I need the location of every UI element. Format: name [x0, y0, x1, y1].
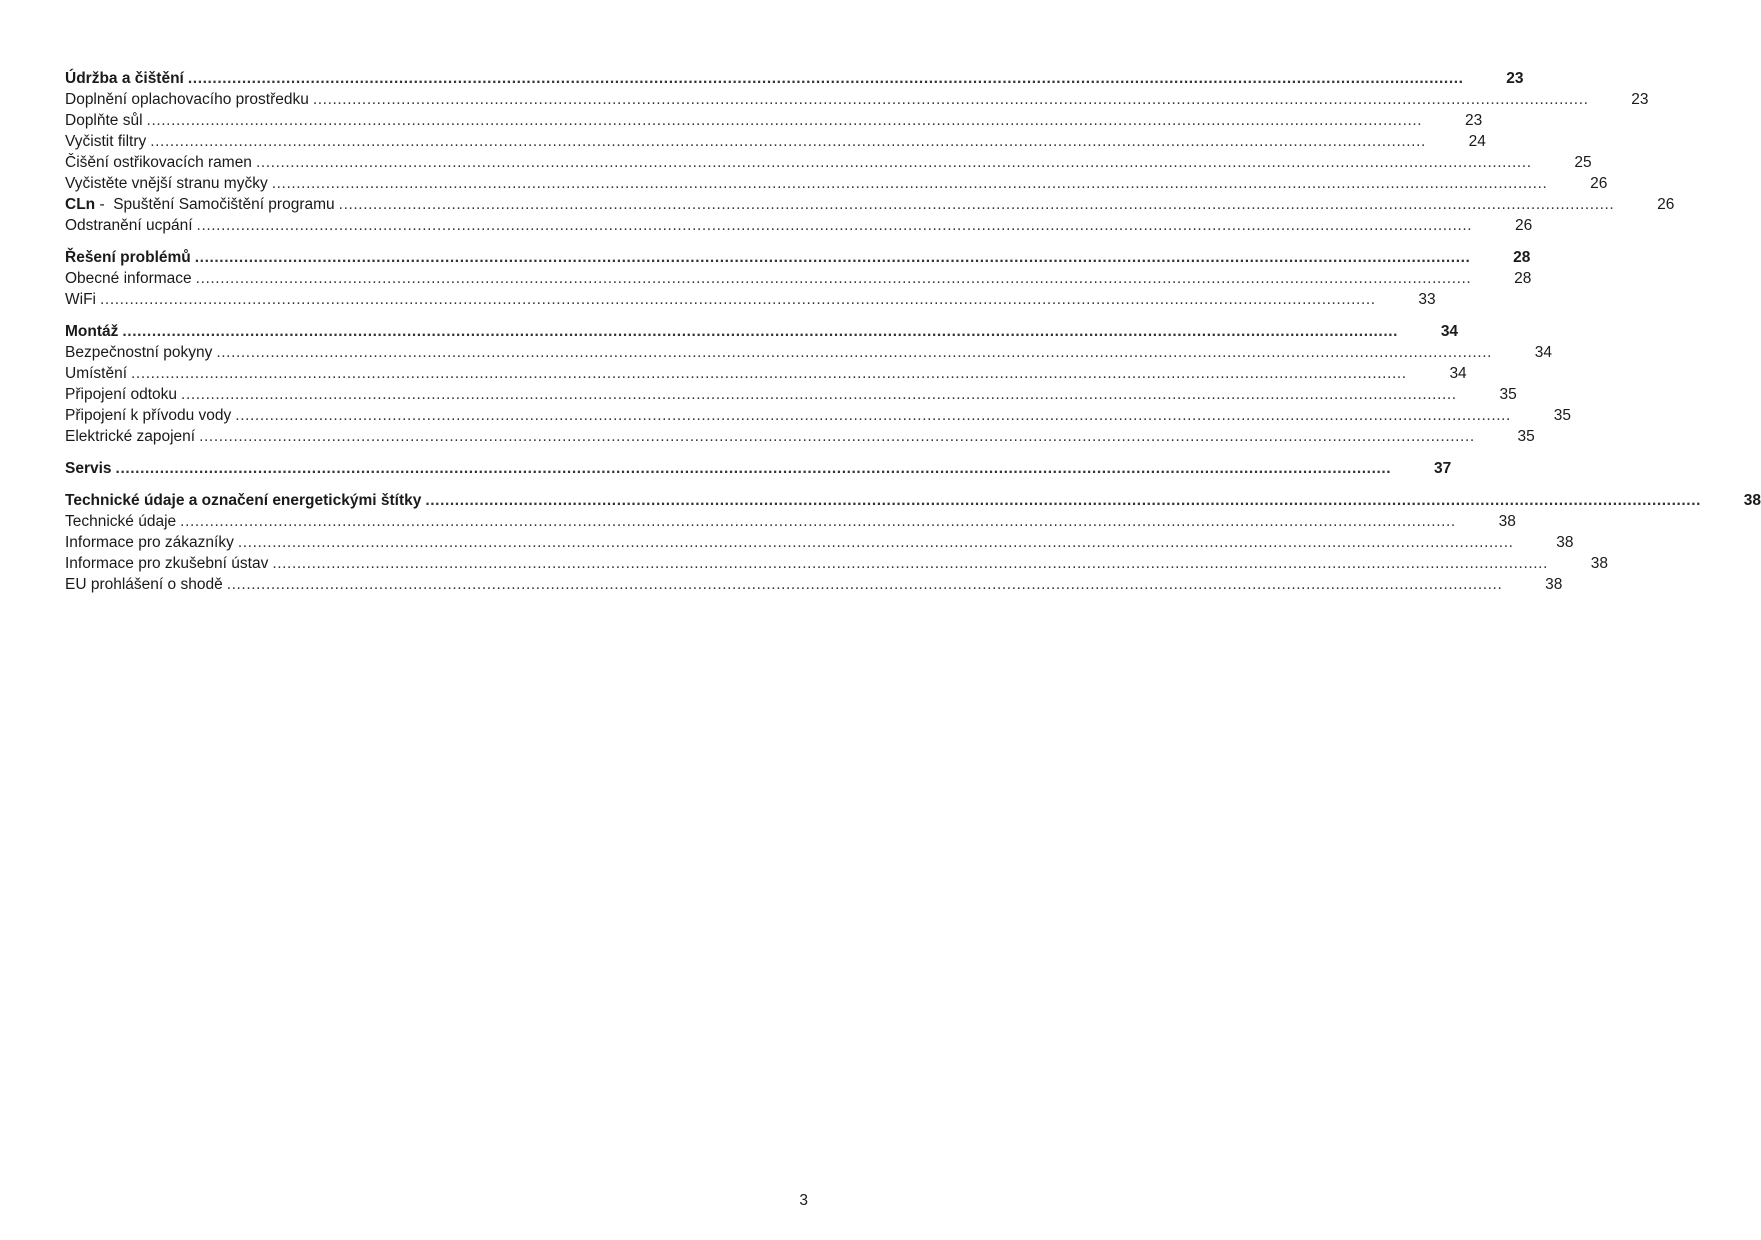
toc-entry-text: Odstranění ucpání: [65, 217, 193, 234]
toc-entry-title: [65, 289, 100, 310]
toc-entry-title: [65, 532, 238, 553]
toc-entry-title: [65, 574, 227, 595]
toc-entry[interactable]: [65, 215, 1533, 236]
toc-entry-text: Připojení odtoku: [65, 386, 178, 403]
toc-heading-entry[interactable]: [65, 68, 1524, 89]
toc-entry-page: 28: [1514, 270, 1532, 287]
toc-entry-text: Řešení problémů: [65, 249, 191, 266]
toc-entry-text: Umístění: [65, 365, 128, 382]
toc-entry-page: 38: [1590, 555, 1608, 572]
toc-entry-page: 38: [1545, 576, 1563, 593]
dot-leader: ....................................................................................................................................................................................................................................................................: [180, 513, 1456, 530]
toc-entry[interactable]: [65, 532, 1574, 553]
dot-leader: ....................................................................................................................................................................................................................................................................: [181, 386, 1457, 403]
toc-entry-text: Vyčistěte vnější stranu myčky: [65, 175, 268, 192]
toc-section: [65, 68, 1675, 236]
toc-entry-page: 33: [1418, 291, 1436, 308]
toc-entry-text: Obecné informace: [65, 270, 192, 287]
toc-entry-title: [65, 384, 181, 405]
toc-entry-page: 34: [1534, 344, 1553, 361]
dot-leader: ....................................................................................................................................................................................................................................................................: [312, 91, 1589, 108]
toc-entry[interactable]: [65, 511, 1516, 532]
dot-leader: ....................................................................................................................................................................................................................................................................: [216, 344, 1493, 361]
toc-entry-page: 35: [1553, 407, 1571, 424]
toc-entry[interactable]: [65, 553, 1608, 574]
toc-entry[interactable]: [65, 426, 1535, 447]
toc-heading-entry[interactable]: [65, 490, 1761, 511]
table-of-contents: [65, 68, 1761, 595]
toc-heading-entry[interactable]: [65, 247, 1531, 268]
toc-entry-text: Čišění ostřikovacích ramen: [65, 154, 252, 171]
toc-entry-text: Technické údaje: [65, 513, 177, 530]
dot-leader: ....................................................................................................................................................................................................................................................................: [196, 217, 1473, 234]
toc-entry-text: Vyčistit filtry: [65, 133, 147, 150]
toc-entry-text: Informace pro zkušební ústav: [65, 555, 269, 572]
toc-entry-page: 35: [1499, 386, 1517, 403]
toc-entry-title: [65, 131, 150, 152]
dot-leader: ....................................................................................................................................................................................................................................................................: [146, 112, 1423, 129]
toc-entry[interactable]: [65, 268, 1532, 289]
toc-entry[interactable]: [65, 363, 1467, 384]
dot-leader: ....................................................................................................................................................................................................................................................................: [115, 460, 1392, 477]
toc-entry-title: [65, 321, 122, 342]
toc-entry[interactable]: [65, 110, 1483, 131]
toc-entry-text: EU prohlášení o shodě: [65, 576, 223, 593]
dot-leader: ....................................................................................................................................................................................................................................................................: [338, 196, 1615, 213]
toc-section: [65, 321, 1571, 447]
toc-entry-title: [65, 268, 196, 289]
toc-entry-page: 26: [1514, 217, 1533, 234]
dot-leader: ....................................................................................................................................................................................................................................................................: [199, 428, 1475, 445]
toc-entry-text: WiFi: [65, 291, 96, 308]
toc-entry[interactable]: [65, 574, 1563, 595]
toc-entry-text: Údržba a čištění: [65, 70, 184, 87]
toc-entry-page: 37: [1433, 460, 1452, 477]
toc-entry-page: 23: [1631, 91, 1649, 108]
toc-entry-page: 23: [1506, 70, 1524, 87]
toc-entry-text: Montáž: [65, 323, 119, 340]
toc-entry[interactable]: [65, 384, 1517, 405]
toc-entry[interactable]: [65, 89, 1649, 110]
toc-entry-title: [65, 194, 339, 215]
toc-entry[interactable]: [65, 152, 1592, 173]
dot-leader: ....................................................................................................................................................................................................................................................................: [122, 323, 1399, 340]
dot-leader: ....................................................................................................................................................................................................................................................................: [255, 154, 1532, 171]
toc-entry-title: [65, 152, 256, 173]
toc-entry-title: [65, 215, 197, 236]
toc-entry[interactable]: [65, 173, 1608, 194]
dot-leader: ....................................................................................................................................................................................................................................................................: [226, 576, 1503, 593]
toc-entry[interactable]: [65, 194, 1675, 215]
toc-entry-text: - Spuštění Samočištění programu: [95, 196, 335, 213]
toc-entry-title: [65, 426, 199, 447]
toc-entry-text: Elektrické zapojení: [65, 428, 196, 445]
toc-entry-page: 26: [1590, 175, 1608, 192]
toc-entry-page: 38: [1556, 534, 1574, 551]
dot-leader: ....................................................................................................................................................................................................................................................................: [187, 70, 1464, 87]
toc-section: [65, 490, 1761, 595]
dot-leader: ....................................................................................................................................................................................................................................................................: [100, 291, 1376, 308]
toc-entry-page: 24: [1468, 133, 1486, 150]
toc-entry-text: Bezpečnostní pokyny: [65, 344, 213, 361]
toc-entry-title: [65, 458, 116, 479]
toc-entry-code: CLn: [65, 196, 96, 213]
toc-entry-title: [65, 553, 272, 574]
toc-entry-title: [65, 247, 195, 268]
toc-entry[interactable]: [65, 405, 1571, 426]
toc-heading-entry[interactable]: [65, 321, 1459, 342]
toc-entry-title: [65, 511, 180, 532]
page-number: 3: [799, 1192, 808, 1209]
toc-entry[interactable]: [65, 342, 1553, 363]
toc-entry-page: 38: [1498, 513, 1516, 530]
toc-entry-title: [65, 490, 425, 511]
toc-entry-page: 28: [1513, 249, 1531, 266]
toc-entry-text: Informace pro zákazníky: [65, 534, 234, 551]
toc-entry-title: [65, 110, 147, 131]
toc-entry-title: [65, 405, 235, 426]
toc-entry-page: 23: [1464, 112, 1483, 129]
toc-entry-title: [65, 68, 188, 89]
toc-entry-title: [65, 89, 313, 110]
toc-entry-page: 35: [1517, 428, 1535, 445]
toc-entry-page: 38: [1743, 492, 1761, 509]
dot-leader: ....................................................................................................................................................................................................................................................................: [237, 534, 1514, 551]
toc-entry-text: Připojení k přívodu vody: [65, 407, 232, 424]
toc-entry[interactable]: [65, 289, 1436, 310]
dot-leader: ....................................................................................................................................................................................................................................................................: [235, 407, 1511, 424]
toc-heading-entry[interactable]: [65, 458, 1452, 479]
toc-entry-text: Doplnění oplachovacího prostředku: [65, 91, 309, 108]
dot-leader: ....................................................................................................................................................................................................................................................................: [425, 492, 1702, 509]
toc-entry-text: Doplňte sůl: [65, 112, 143, 129]
dot-leader: ....................................................................................................................................................................................................................................................................: [194, 249, 1471, 266]
toc-entry-title: [65, 173, 272, 194]
dot-leader: ....................................................................................................................................................................................................................................................................: [195, 270, 1472, 287]
toc-entry-text: Servis: [65, 460, 112, 477]
toc-section: [65, 458, 1452, 479]
toc-section: [65, 247, 1532, 310]
toc-entry-text: Technické údaje a označení energetickými štítky: [65, 492, 422, 509]
dot-leader: ....................................................................................................................................................................................................................................................................: [272, 555, 1548, 572]
toc-entry-title: [65, 342, 216, 363]
toc-entry-page: 26: [1657, 196, 1675, 213]
toc-entry-page: 25: [1574, 154, 1592, 171]
toc-entry-page: 34: [1449, 365, 1467, 382]
toc-entry-page: 34: [1440, 323, 1459, 340]
dot-leader: ....................................................................................................................................................................................................................................................................: [150, 133, 1426, 150]
dot-leader: ....................................................................................................................................................................................................................................................................: [271, 175, 1548, 192]
toc-entry-title: [65, 363, 131, 384]
toc-entry[interactable]: [65, 131, 1486, 152]
dot-leader: ....................................................................................................................................................................................................................................................................: [131, 365, 1407, 382]
